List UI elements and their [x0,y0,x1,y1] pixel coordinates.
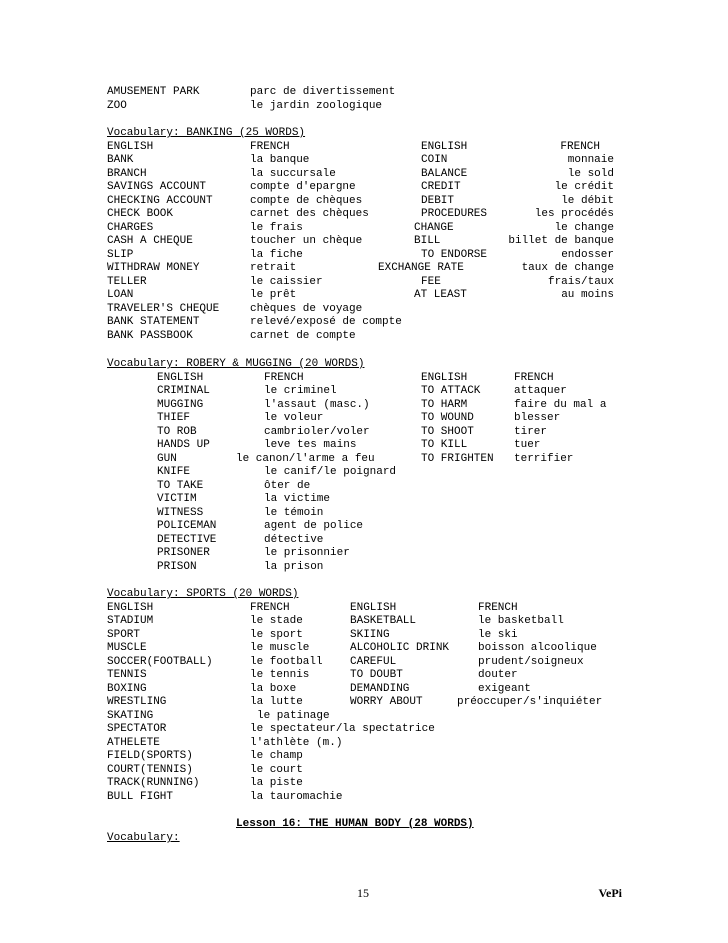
vocab-french-term: le prêt [250,289,297,301]
vocab-english-term: CHARGES [107,221,154,234]
vocab-english-term: CASH A CHEQUE [107,235,193,247]
vocab-english-term: DETECTIVE [157,533,217,546]
vocab-english-term: SAVINGS ACCOUNT [107,181,207,193]
vocab-english-term: SKATING [107,709,154,722]
vocab-french-term: frais/taux [547,275,614,288]
vocab-french-term: le sold [567,167,614,180]
vocab-french-term: chèques de voyage [250,302,363,315]
section-title-robbery: Vocabulary: ROBERY & MUGGING (20 WORDS) [107,358,365,370]
vocab-french-term: terrifier [514,452,574,465]
column-header-english: ENGLISH [157,371,204,384]
vocab-french-term: le patinage [257,709,330,722]
vocab-english-term: ZOO [107,99,127,112]
vocab-english-term: KNIFE [157,466,191,478]
vocab-french-term: carnet de compte [250,329,356,342]
vocab-french-term: compte d'epargne [250,181,356,193]
vocab-english-term: CHANGE [414,221,454,234]
vocab-french-term: endosser [561,248,614,261]
vocab-french-term: le change [554,221,614,234]
vocab-english-term: GUN [157,452,177,465]
vocab-english-term: SKIING [350,628,390,641]
page-number: 15 [357,886,369,900]
vocab-french-term: le court [250,763,303,776]
vocab-french-term: leve tes mains [264,439,357,451]
vocab-french-term: le football [250,655,323,668]
vocab-french-term: le spectateur/la spectatrice [250,723,435,735]
section-title-banking: Vocabulary: BANKING (25 WORDS) [107,127,306,139]
vocab-french-term: le témoin [264,506,324,519]
vocab-french-term: le caissier [250,275,323,288]
vocab-english-term: TO DOUBT [350,669,403,681]
vocab-french-term: le stade [250,615,303,627]
vocab-english-term: POLICEMAN [157,520,217,532]
column-header-french: FRENCH [264,371,304,384]
vocab-english-term: BANK STATEMENT [107,316,200,328]
column-header-french: FRENCH [514,371,554,384]
vocab-english-term: PRISON [157,560,197,573]
vocab-english-term: EXCHANGE RATE [378,262,464,274]
vocab-english-term: COIN [421,154,448,166]
vocab-french-term: toucher un chèque [250,235,363,247]
vocab-english-term: BRANCH [107,167,147,180]
vocab-english-term: COURT(TENNIS) [107,763,193,776]
vocab-english-term: BILL [414,235,441,247]
vocab-french-term: la succursale [250,167,336,180]
vocab-english-term: ATHELETE [107,736,160,749]
lesson-heading: Lesson 16: THE HUMAN BODY (28 WORDS) [236,818,474,830]
section-title-sports: Vocabulary: SPORTS (20 WORDS) [107,588,299,600]
vocab-french-term: le ski [478,628,518,641]
vocab-english-term: TO HARM [421,398,468,411]
vocab-french-term: la prison [264,560,324,573]
vocab-french-term: l'athlète (m.) [250,736,343,749]
vocab-french-term: le frais [250,221,303,234]
vocab-french-term: blesser [514,412,561,424]
vocab-english-term: STADIUM [107,615,154,627]
vocab-english-term: TO SHOOT [421,425,474,438]
vocab-french-term: monnaie [567,154,614,166]
vocab-english-term: TENNIS [107,669,147,681]
vocab-french-term: les procédés [534,208,614,220]
column-header-english: ENGLISH [421,140,468,153]
column-header-english: ENGLISH [107,140,154,153]
vocab-english-term: HANDS UP [157,439,210,451]
vocab-english-term: TO KILL [421,439,468,451]
column-header-english: ENGLISH [350,601,397,614]
vocab-english-term: VICTIM [157,493,197,505]
vocab-french-term: au moins [561,289,614,301]
vocab-english-term: AMUSEMENT PARK [107,86,200,98]
vocab-french-term: le jardin zoologique [250,99,383,112]
vocab-french-term: le muscle [250,642,310,654]
vocab-french-term: cambrioler/voler [264,425,370,438]
vocab-french-term: la tauromachie [250,790,343,803]
vocab-english-term: AT LEAST [414,289,467,301]
vocab-english-term: TO ENDORSE [421,248,488,261]
vocab-french-term: carnet des chèques [250,208,369,220]
column-header-english: ENGLISH [107,601,154,614]
vocab-french-term: la boxe [250,682,297,695]
vocab-english-term: CAREFUL [350,655,397,668]
vocab-french-term: le prisonnier [264,547,350,559]
vocab-french-term: le champ [250,750,303,762]
vocab-english-term: TELLER [107,275,147,288]
vocab-english-term: BALANCE [421,167,468,180]
vocab-french-term: détective [264,533,324,546]
column-header-english: ENGLISH [421,371,468,384]
vocab-french-term: l'assaut (masc.) [264,398,370,411]
vocab-english-term: CHECK BOOK [107,208,174,220]
vocab-french-term: le tennis [250,669,310,681]
column-header-french: FRENCH [560,140,600,153]
vocab-english-term: FIELD(SPORTS) [107,750,193,762]
vocab-english-term: TO TAKE [157,479,204,492]
footer-author: VePi [598,886,622,900]
vocab-english-term: MUGGING [157,398,204,411]
vocab-french-term: préoccuper/s'inquiéter [457,696,603,708]
vocab-french-term: taux de change [521,262,614,274]
vocab-french-term: le sport [250,628,303,641]
vocab-english-term: CREDIT [421,181,461,193]
vocab-english-term: TO FRIGHTEN [421,452,494,465]
vocab-english-term: LOAN [107,289,134,301]
vocab-french-term: attaquer [514,385,567,397]
vocab-english-term: FEE [421,275,441,288]
vocab-french-term: parc de divertissement [250,86,396,98]
vocab-french-term: la victime [264,493,331,505]
vocab-french-term: la piste [250,777,303,789]
vocab-english-term: THIEF [157,412,191,424]
vocab-french-term: le basketball [478,615,564,627]
vocab-english-term: TRAVELER'S CHEQUE [107,302,220,315]
vocab-french-term: le crédit [554,181,614,193]
vocab-english-term: BULL FIGHT [107,790,174,803]
vocab-french-term: relevé/exposé de compte [250,316,402,328]
vocabulary-label: Vocabulary: [107,832,180,844]
vocab-french-term: prudent/soigneux [478,655,584,668]
column-header-french: FRENCH [250,140,290,153]
vocab-french-term: faire du mal a [514,398,607,411]
vocab-english-term: CRIMINAL [157,385,210,397]
vocab-french-term: compte de chèques [250,194,363,207]
vocab-french-term: tuer [514,439,541,451]
vocab-french-term: la banque [250,154,310,166]
vocab-french-term: tirer [514,425,548,438]
vocab-french-term: le voleur [264,412,324,424]
vocab-english-term: SPECTATOR [107,723,167,735]
vocab-french-term: agent de police [264,520,364,532]
vocab-english-term: WRESTLING [107,696,167,708]
vocab-english-term: BASKETBALL [350,615,417,627]
vocab-french-term: le criminel [264,385,337,397]
vocab-french-term: douter [478,669,518,681]
vocab-english-term: BANK PASSBOOK [107,329,193,342]
column-header-french: FRENCH [478,601,518,614]
vocab-english-term: CHECKING ACCOUNT [107,194,213,207]
vocab-french-term: billet de banque [508,235,614,247]
vocab-english-term: SLIP [107,248,134,261]
vocab-english-term: PROCEDURES [421,208,488,220]
vocab-english-term: PRISONER [157,547,210,559]
vocab-french-term: ôter de [264,479,311,492]
vocab-french-term: le débit [561,194,614,207]
vocab-english-term: TO ATTACK [421,385,481,397]
vocab-english-term: WITHDRAW MONEY [107,262,200,274]
vocab-french-term: le canon/l'arme a feu [236,452,375,465]
vocab-english-term: BOXING [107,682,147,695]
vocab-french-term: le canif/le poignard [264,466,397,478]
vocab-french-term: la fiche [250,248,303,261]
vocab-english-term: MUSCLE [107,642,147,654]
vocab-english-term: ALCOHOLIC DRINK [350,642,450,654]
vocab-english-term: TRACK(RUNNING) [107,777,200,789]
vocab-french-term: boisson alcoolique [478,642,597,654]
vocab-english-term: DEMANDING [350,682,410,695]
vocab-english-term: SPORT [107,628,141,641]
vocab-french-term: retrait [250,262,297,274]
vocab-french-term: exigeant [478,682,531,695]
column-header-french: FRENCH [250,601,290,614]
vocab-english-term: TO WOUND [421,412,474,424]
vocab-english-term: WITNESS [157,506,204,519]
vocab-english-term: TO ROB [157,425,197,438]
vocab-english-term: SOCCER(FOOTBALL) [107,655,213,668]
vocab-french-term: la lutte [250,696,303,708]
vocab-english-term: WORRY ABOUT [350,696,423,708]
vocab-english-term: BANK [107,154,134,166]
vocab-english-term: DEBIT [421,194,455,207]
